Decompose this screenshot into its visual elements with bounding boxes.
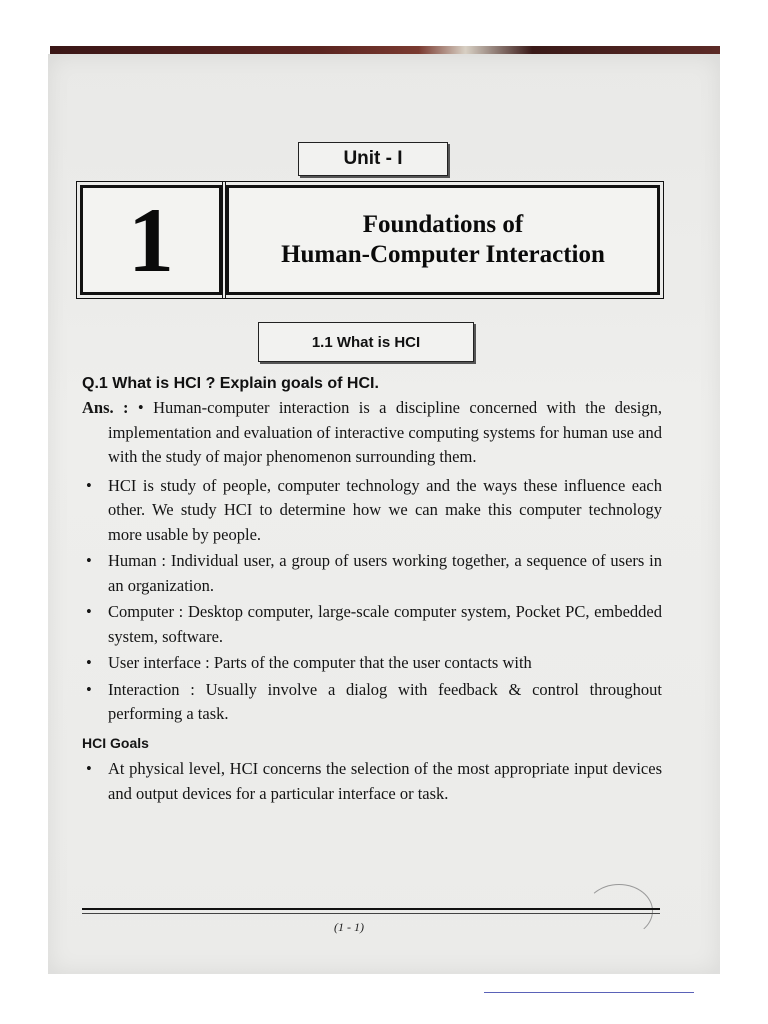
bullet-icon: • [86, 551, 92, 570]
answer-intro-paragraph [82, 396, 662, 470]
bullet-icon: • [86, 759, 92, 778]
bullet-icon: • [137, 398, 144, 417]
chapter-title-line-2: Human-Computer Interaction [281, 241, 605, 268]
list-item-text: HCI is study of people, computer technology and the ways these influence each other. We study HCI to determine how we can make this computer technology more usable by people. [108, 475, 662, 544]
answer-label: Ans. : [82, 398, 129, 417]
section-title: 1.1 What is HCI [258, 322, 474, 362]
bullet-icon: • [86, 679, 92, 699]
goals-points-list [82, 757, 662, 806]
list-item-text: Computer : Desktop computer, large-scale computer system, Pocket PC, embedded system, software. [108, 602, 662, 646]
list-item [82, 549, 662, 598]
answer-body [82, 396, 662, 808]
list-item [82, 600, 662, 649]
list-item-text: Interaction : Usually involve a dialog with feedback & control throughout performing a task. [108, 679, 662, 723]
answer-points-list [82, 474, 662, 727]
list-item-text: Human : Individual user, a group of users working together, a sequence of users in an organization. [108, 551, 662, 595]
list-item-text: User interface : Parts of the computer that the user contacts with [108, 653, 532, 672]
unit-label: Unit - I [298, 142, 448, 176]
list-item [82, 474, 662, 548]
chapter-number: 1 [128, 189, 174, 291]
footer-rule [82, 908, 660, 910]
question-heading: Q.1 What is HCI ? Explain goals of HCI. [82, 375, 379, 392]
bullet-icon: • [86, 653, 92, 672]
bullet-icon: • [86, 475, 92, 495]
chapter-number-box [80, 185, 222, 295]
answer-intro-text: Human-computer interaction is a discipline concerned with the design, implementation and evaluation of interactive computing systems for human use and with the study of major phenomenon surrounding them. [108, 398, 663, 466]
page-number: (1 - 1) [334, 920, 364, 934]
footer-rule-thin [82, 913, 660, 914]
chapter-title-box [226, 185, 660, 295]
list-item [82, 651, 662, 676]
page-curl-mark [585, 884, 653, 938]
link-underline [484, 992, 694, 993]
list-item-text: At physical level, HCI concerns the selection of the most appropriate input devices and output devices for a particular interface or task. [108, 759, 662, 803]
list-item [82, 678, 662, 727]
chapter-title-line-1: Foundations of [362, 211, 524, 238]
goals-heading: HCI Goals [82, 734, 149, 751]
list-item [82, 757, 662, 806]
bullet-icon: • [86, 602, 92, 621]
